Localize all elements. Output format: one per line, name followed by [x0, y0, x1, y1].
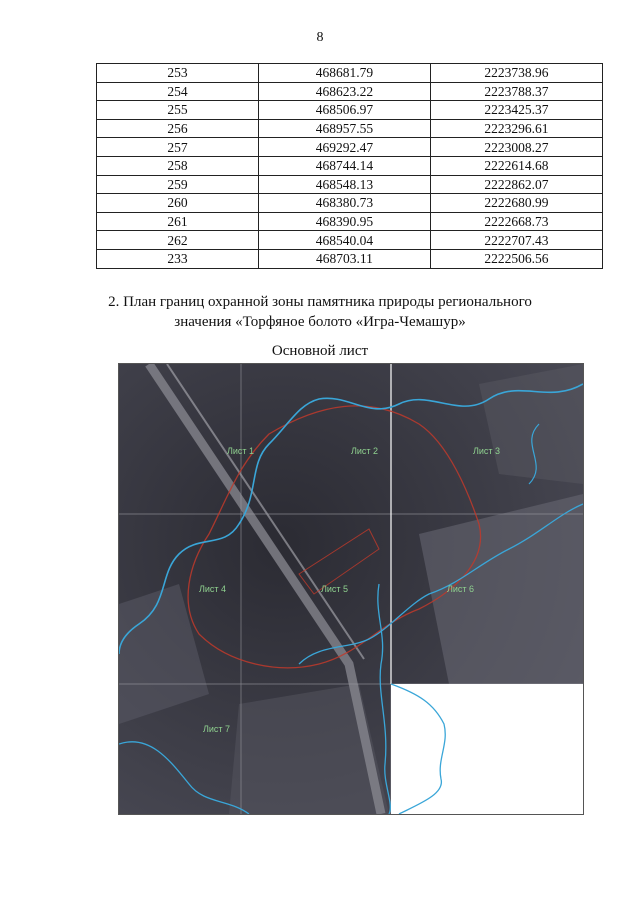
point-number: 261 [97, 212, 259, 231]
coordinate-y: 2222614.68 [430, 156, 602, 175]
coordinate-x: 468380.73 [258, 194, 430, 213]
coordinate-x: 468744.14 [258, 156, 430, 175]
sheet-label-4: Лист 4 [199, 584, 227, 594]
sheet-label-7: Лист 7 [203, 724, 231, 734]
sheet-label-6: Лист 6 [447, 584, 475, 594]
table-row [97, 82, 603, 101]
coordinate-x: 468548.13 [258, 175, 430, 194]
point-number: 233 [97, 249, 259, 268]
table-row [97, 231, 603, 250]
unmapped-area [391, 684, 583, 814]
coordinate-x: 468506.97 [258, 101, 430, 120]
sheet-label-1: Лист 1 [227, 446, 255, 456]
coordinate-x: 468540.04 [258, 231, 430, 250]
point-number: 257 [97, 138, 259, 157]
table-row [97, 212, 603, 231]
coordinate-x: 468390.95 [258, 212, 430, 231]
point-number: 255 [97, 101, 259, 120]
coordinate-y: 2222680.99 [430, 194, 602, 213]
sheet-label-2: Лист 2 [351, 446, 379, 456]
coordinate-y: 2223425.37 [430, 101, 602, 120]
map-svg [119, 364, 583, 814]
coordinate-y: 2222668.73 [430, 212, 602, 231]
table-row [97, 138, 603, 157]
point-number: 254 [97, 82, 259, 101]
coordinate-x: 468681.79 [258, 64, 430, 83]
section-title-line-2: значения «Торфяное болото «Игра-Чемашур» [174, 314, 466, 330]
coordinate-x: 468703.11 [258, 249, 430, 268]
point-number: 258 [97, 156, 259, 175]
coordinate-x: 468957.55 [258, 119, 430, 138]
coordinate-y: 2223008.27 [430, 138, 602, 157]
sheet-label-3: Лист 3 [473, 446, 501, 456]
table-row [97, 194, 603, 213]
coordinate-x: 469292.47 [258, 138, 430, 157]
point-number: 260 [97, 194, 259, 213]
table-row [97, 64, 603, 83]
coordinate-x: 468623.22 [258, 82, 430, 101]
point-number: 259 [97, 175, 259, 194]
page-number: 8 [316, 30, 324, 45]
table-row [97, 249, 603, 268]
table-row [97, 101, 603, 120]
point-number: 262 [97, 231, 259, 250]
coordinate-y: 2223788.37 [430, 82, 602, 101]
table-row [97, 156, 603, 175]
map-caption: Основной лист [271, 343, 369, 359]
section-title [80, 292, 560, 332]
coordinate-y: 2223296.61 [430, 119, 602, 138]
map-image [118, 363, 584, 815]
coordinates-table [96, 63, 603, 269]
sheet-label-5: Лист 5 [321, 584, 349, 594]
table-row [97, 119, 603, 138]
point-number: 256 [97, 119, 259, 138]
section-title-line-1: 2. План границ охранной зоны памятника природы регионального [108, 294, 532, 310]
coordinate-y: 2222707.43 [430, 231, 602, 250]
coordinate-y: 2222506.56 [430, 249, 602, 268]
coordinate-y: 2222862.07 [430, 175, 602, 194]
coordinate-y: 2223738.96 [430, 64, 602, 83]
table-row [97, 175, 603, 194]
point-number: 253 [97, 64, 259, 83]
